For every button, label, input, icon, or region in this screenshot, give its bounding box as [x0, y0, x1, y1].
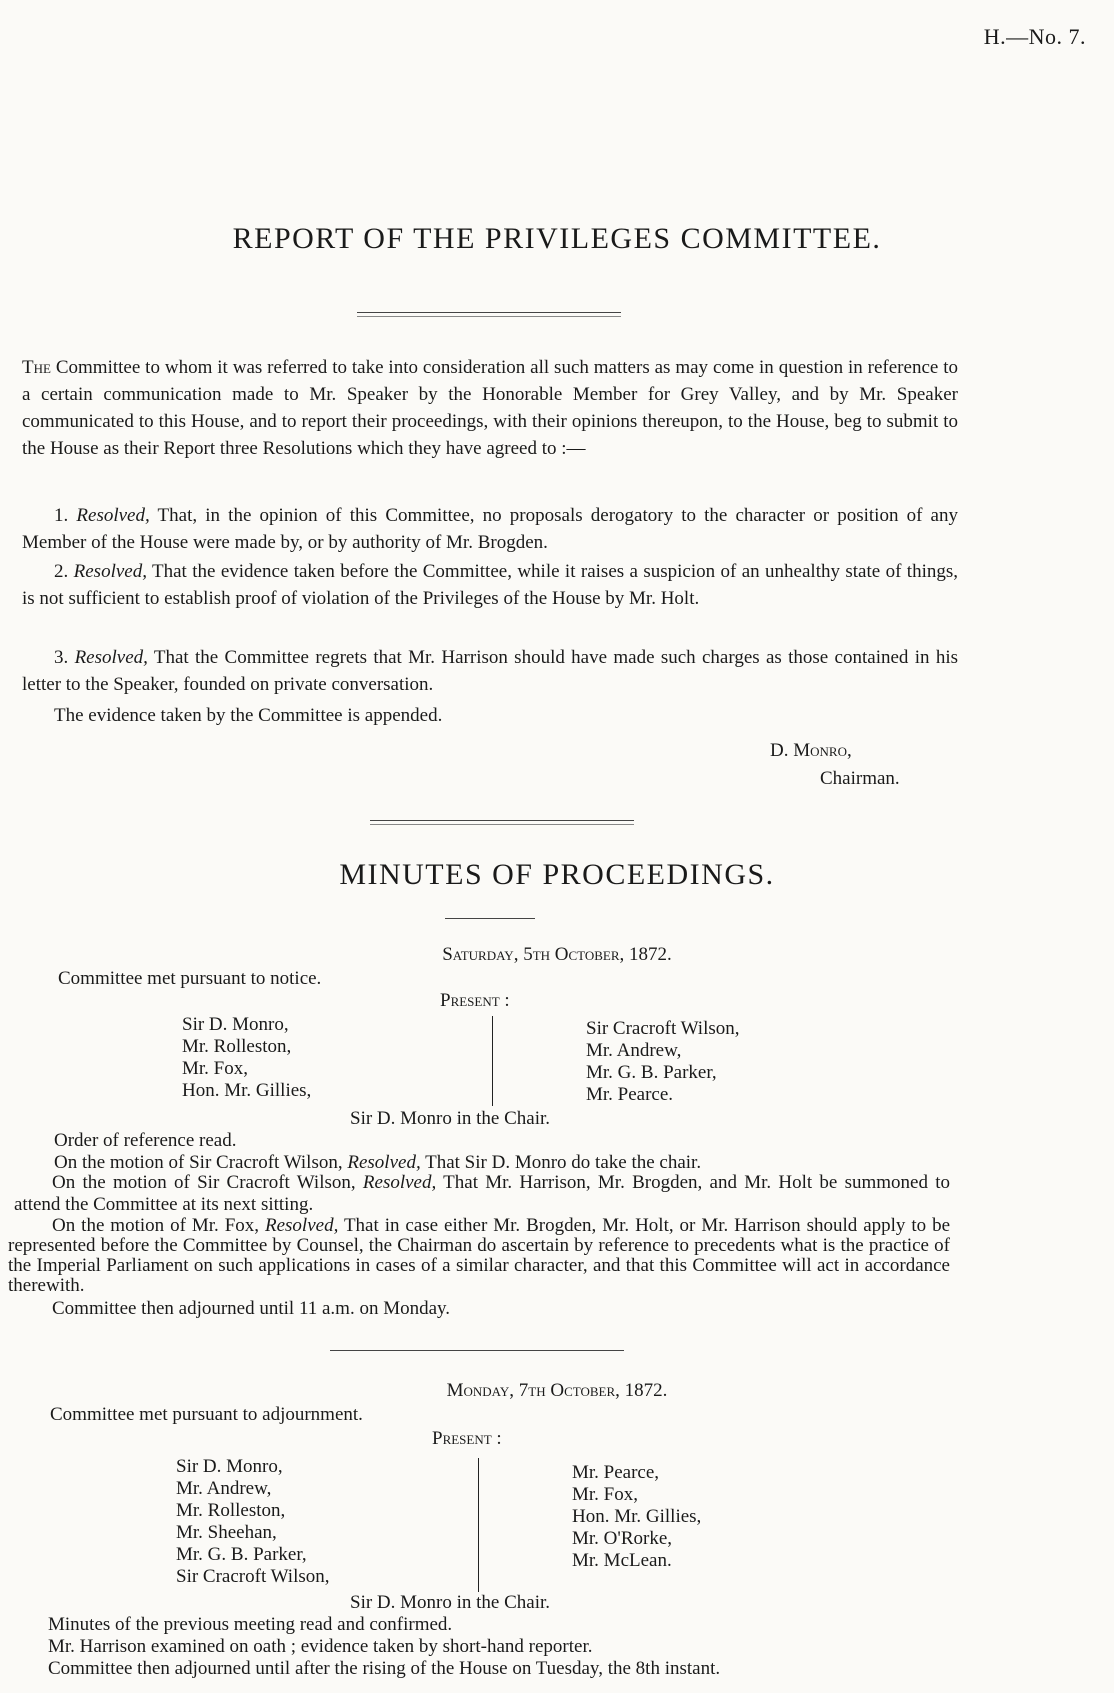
minute-item: Committee then adjourned until after the rising of the House on Tuesday, the 8th instant. — [48, 1658, 721, 1679]
evidence-note: The evidence taken by the Committee is appended. — [54, 705, 443, 726]
meeting-separator — [330, 1350, 624, 1351]
attendee: Mr. McLean. — [572, 1550, 672, 1571]
minute-item: Order of reference read. — [54, 1130, 237, 1151]
resolution-text: That the evidence taken before the Committee, while it raises a suspicion of an unhealthy state of things, is not sufficient to establish proof of violation of the Privileges of the House by Mr. Holt. — [22, 561, 958, 609]
report-intro — [22, 354, 958, 462]
minute-item: Mr. Harrison examined on oath ; evidence taken by short-hand reporter. — [48, 1636, 593, 1657]
attendee: Sir D. Monro, — [182, 1014, 289, 1035]
section-rule — [370, 820, 634, 825]
present-divider — [478, 1458, 479, 1592]
present-right-list — [572, 1462, 701, 1572]
attendee: Mr. G. B. Parker, — [176, 1544, 307, 1565]
title-rule — [357, 312, 621, 317]
intro-text: Committee to whom it was referred to take into consideration all such matters as may come in question in reference to a certain communication made to Mr. Speaker by the Honorable Member for Grey Valley, and by Mr. Speaker communicated to this House, and to report their proceedings, with their opinions thereupon, to the House, beg to submit to the House as their Report three Resolutions which they have agreed to :— — [22, 357, 958, 459]
intro-first-word: The — [22, 357, 51, 378]
attendee: Mr. Andrew, — [586, 1040, 682, 1061]
attendee: Mr. Sheehan, — [176, 1522, 277, 1543]
meeting-date: Saturday, 5th October, 1872. — [442, 944, 672, 965]
attendee: Mr. Andrew, — [176, 1478, 272, 1499]
attendee: Mr. O'Rorke, — [572, 1528, 673, 1549]
present-right-list — [586, 1018, 740, 1106]
attendee: Sir Cracroft Wilson, — [586, 1018, 740, 1039]
present-divider — [492, 1016, 493, 1106]
resolution-text: That, in the opinion of this Committee, no proposals derogatory to the character or position of any Member of the House were made by, or by authority of Mr. Brogden. — [22, 505, 958, 553]
chair-note: Sir D. Monro in the Chair. — [350, 1108, 551, 1129]
resolution-number: 2. — [54, 561, 69, 582]
resolution-number: 1. — [54, 505, 69, 526]
present-left-list — [182, 1014, 311, 1102]
document-reference: H.—No. 7. — [983, 24, 1086, 49]
present-left-list — [176, 1456, 330, 1588]
minute-item: On the motion of Sir Cracroft Wilson, Resolved, That Mr. Harrison, Mr. Brogden, and Mr. Holt be summoned to attend the Committee at its next sitting. — [14, 1172, 951, 1215]
meeting-date: Monday, 7th October, 1872. — [446, 1380, 668, 1401]
attendee: Mr. Fox, — [182, 1058, 248, 1079]
meeting-opening: Committee met pursuant to adjournment. — [50, 1404, 363, 1425]
report-title: REPORT OF THE PRIVILEGES COMMITTEE. — [232, 222, 882, 255]
attendee: Mr. Fox, — [572, 1484, 638, 1505]
resolution-label: Resolved, — [73, 561, 147, 582]
attendee: Sir Cracroft Wilson, — [176, 1566, 330, 1587]
resolution-text: That the Committee regrets that Mr. Harrison should have made such charges as those contained in his letter to the Speaker, founded on private conversation. — [22, 647, 958, 695]
minute-item: On the motion of Mr. Fox, Resolved, That in case either Mr. Brogden, Mr. Holt, or Mr. Harrison should apply to be represented before the Committee by Counsel, the Chairman do ascertain by reference to precedents what is the practice of the Imperial Parliament on such applications in cases of a similar character, and that this Committee will act in accordance therewith. — [8, 1215, 951, 1296]
resolution-label: Resolved, — [76, 505, 150, 526]
minute-item: Minutes of the previous meeting read and confirmed. — [48, 1614, 453, 1635]
minute-item: Committee then adjourned until 11 a.m. on Monday. — [52, 1298, 451, 1319]
signature-name: D. Monro, — [770, 740, 852, 761]
attendee: Mr. Pearce. — [586, 1084, 674, 1105]
minutes-title-rule — [445, 918, 535, 919]
meeting-opening: Committee met pursuant to notice. — [58, 968, 322, 989]
attendee: Sir D. Monro, — [176, 1456, 283, 1477]
resolution-number: 3. — [54, 647, 69, 668]
resolution-3 — [22, 644, 958, 698]
attendee: Mr. Rolleston, — [176, 1500, 286, 1521]
signature-title: Chairman. — [820, 768, 900, 789]
resolution-1 — [22, 502, 958, 556]
resolution-2 — [22, 558, 958, 612]
attendee: Hon. Mr. Gillies, — [182, 1080, 312, 1101]
attendee: Mr. G. B. Parker, — [586, 1062, 717, 1083]
present-label: Present : — [440, 990, 510, 1011]
minute-item: On the motion of Sir Cracroft Wilson, Resolved, That Sir D. Monro do take the chair. — [54, 1152, 702, 1173]
minutes-title: MINUTES OF PROCEEDINGS. — [339, 858, 775, 891]
chair-note: Sir D. Monro in the Chair. — [350, 1592, 551, 1613]
resolution-label: Resolved, — [74, 647, 148, 668]
present-label: Present : — [432, 1428, 502, 1449]
attendee: Mr. Pearce, — [572, 1462, 660, 1483]
attendee: Hon. Mr. Gillies, — [572, 1506, 702, 1527]
attendee: Mr. Rolleston, — [182, 1036, 292, 1057]
